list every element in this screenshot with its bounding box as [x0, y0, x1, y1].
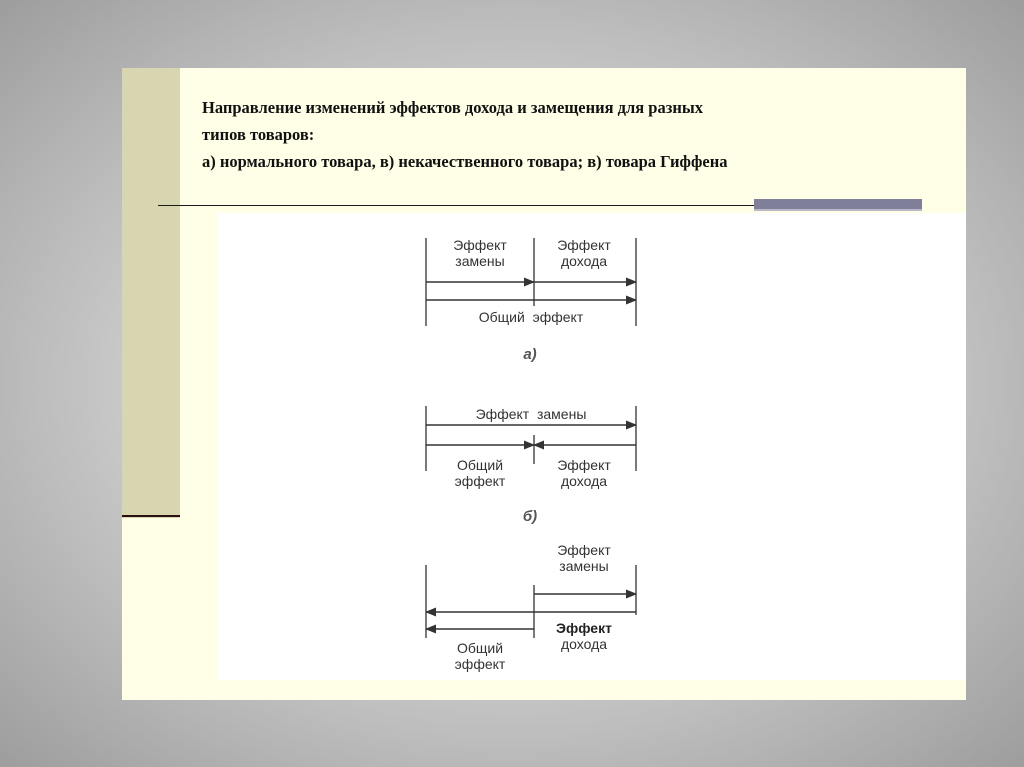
diagram-b-total-label-1: Общий [456, 457, 504, 473]
diagram-c-substitution-label-2: замены [559, 558, 609, 574]
figure-panel [218, 213, 966, 680]
slide-title [202, 94, 922, 175]
diagram-a-normal-good [426, 237, 636, 363]
effects-diagram [218, 213, 966, 680]
diagram-b-substitution-label: Эффект замены [475, 406, 587, 422]
title-line-1: Направление изменений эффектов дохода и замещения для разных [202, 98, 703, 117]
diagram-a-caption: а) [523, 346, 537, 363]
diagram-a-income-label-1: Эффект [557, 237, 611, 253]
diagram-c-total-label-2: эффект [454, 656, 506, 672]
left-strip-rule [122, 515, 180, 517]
diagram-b-total-label-2: эффект [454, 473, 506, 489]
title-line-2: типов товаров: [202, 125, 315, 144]
diagram-c-income-label-2: дохода [560, 636, 608, 652]
diagram-b-inferior-good [426, 406, 636, 525]
diagram-b-income-label-2: дохода [560, 473, 608, 489]
diagram-a-substitution-label-1: Эффект [453, 237, 507, 253]
left-decorative-strip [122, 68, 180, 518]
diagram-c-substitution-label-1: Эффект [557, 542, 611, 558]
title-line-3: а) нормального товара, в) некачественного товара; в) товара Гиффена [202, 152, 728, 171]
diagram-a-total-label: Общий эффект [478, 309, 584, 325]
diagram-c-total-label-1: Общий [456, 640, 504, 656]
slide [122, 68, 966, 700]
diagram-a-income-label-2: дохода [560, 253, 608, 269]
diagram-c-giffen-good [426, 542, 636, 672]
diagram-a-substitution-label-2: замены [455, 253, 505, 269]
diagram-b-income-label-1: Эффект [557, 457, 611, 473]
diagram-c-income-label-1: Эффект [556, 620, 612, 636]
accent-bar [754, 199, 922, 211]
diagram-b-caption: б) [522, 508, 538, 525]
